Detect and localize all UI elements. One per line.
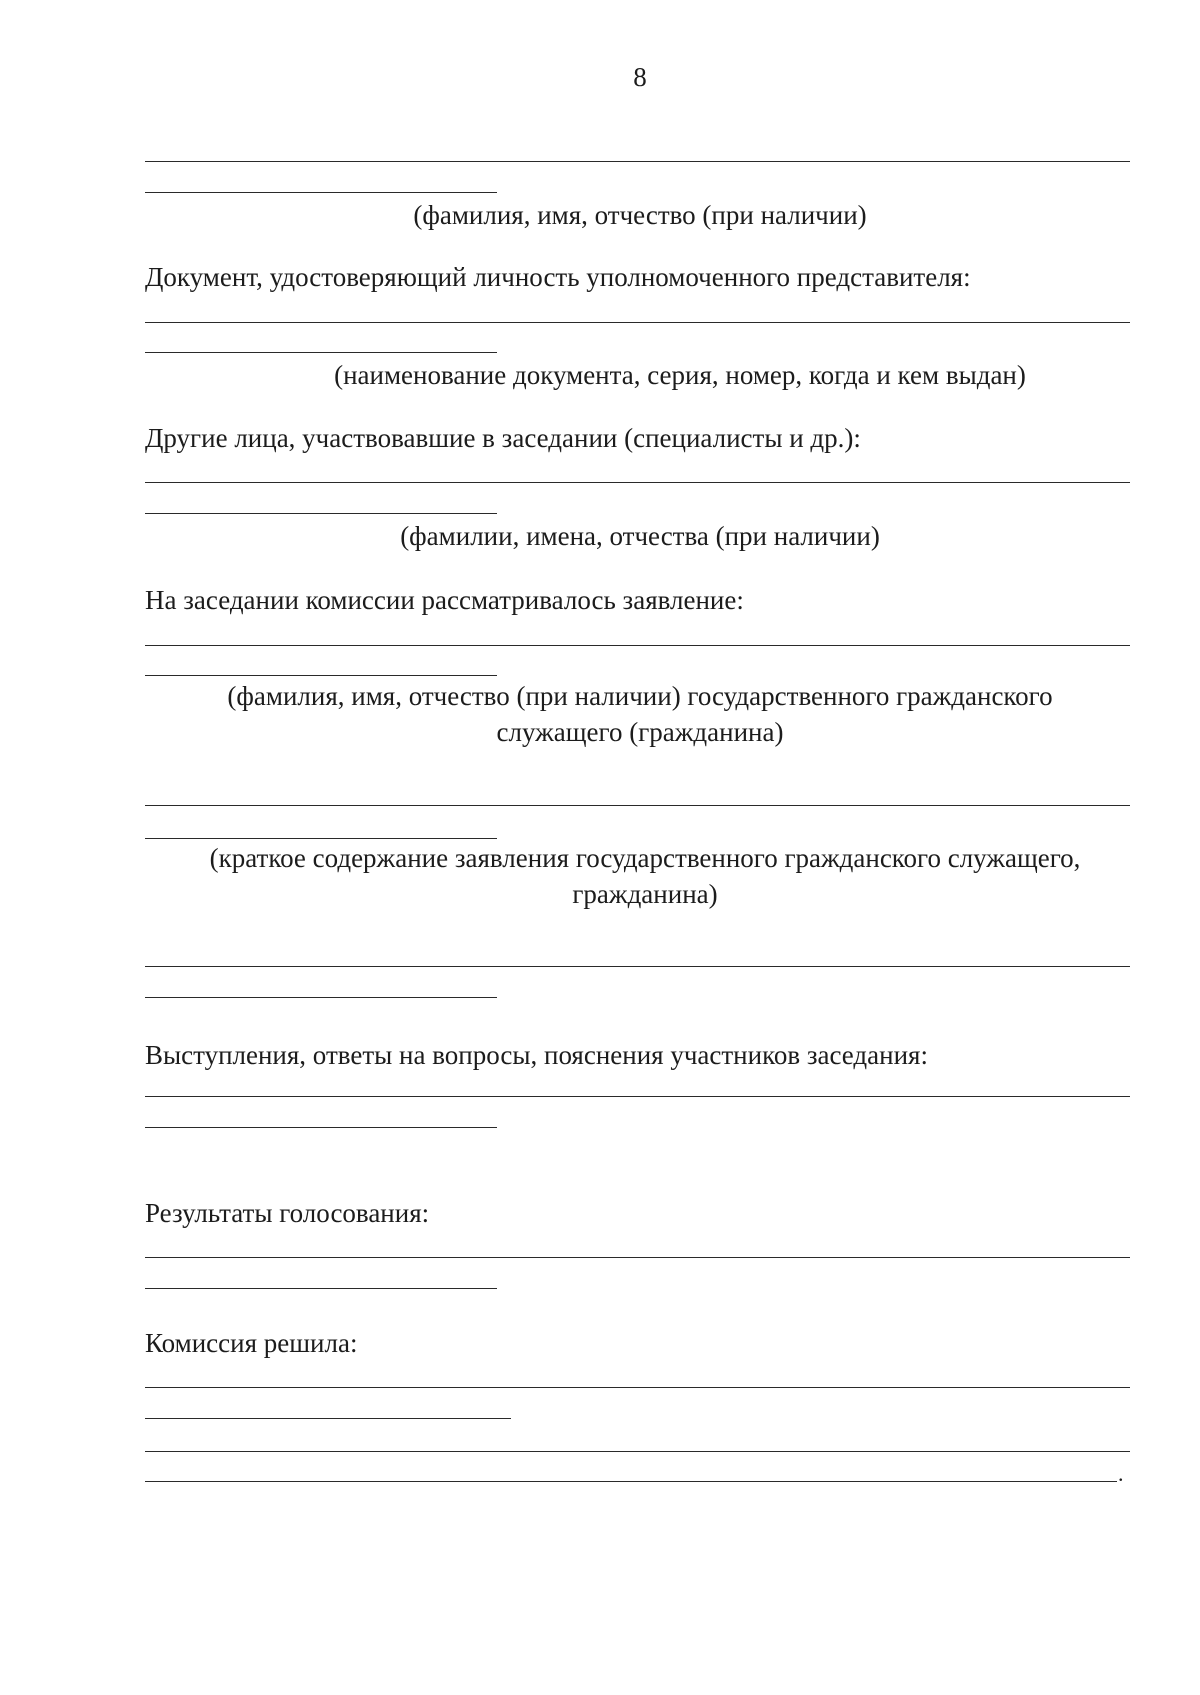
caption-application-summary — [140, 840, 1150, 912]
fill-line[interactable] — [145, 645, 1130, 646]
caption-line: (краткое содержание заявления государственного гражданского служащего, — [209, 843, 1081, 873]
fill-line[interactable] — [145, 1481, 1117, 1482]
fill-line[interactable] — [145, 1387, 1130, 1388]
fill-line[interactable] — [145, 805, 1130, 806]
fill-line-short[interactable] — [145, 1288, 497, 1289]
fill-line[interactable] — [145, 1451, 1130, 1452]
label-commission-decided: Комиссия решила: — [145, 1328, 358, 1358]
label-application-considered: На заседании комиссии рассматривалось заявление: — [145, 585, 744, 615]
end-period: . — [1118, 1461, 1124, 1486]
label-other-persons: Другие лица, участвовавшие в заседании (специалисты и др.): — [145, 423, 861, 453]
fill-line-short[interactable] — [145, 675, 497, 676]
fill-line[interactable] — [145, 966, 1130, 967]
caption-document-details: (наименование документа, серия, номер, когда и кем выдан) — [334, 360, 1026, 390]
fill-line[interactable] — [145, 1257, 1130, 1258]
page-number: 8 — [633, 62, 647, 92]
caption-full-name: (фамилия, имя, отчество (при наличии) — [413, 200, 867, 230]
fill-line-short[interactable] — [145, 192, 497, 193]
caption-line: служащего (гражданина) — [496, 717, 784, 747]
fill-line-short[interactable] — [145, 1418, 511, 1419]
label-identity-document: Документ, удостоверяющий личность уполномоченного представителя: — [145, 262, 971, 292]
label-voting-results: Результаты голосования: — [145, 1198, 430, 1228]
caption-line: (фамилия, имя, отчество (при наличии) государственного гражданского — [227, 681, 1053, 711]
fill-line[interactable] — [145, 482, 1130, 483]
fill-line[interactable] — [145, 322, 1130, 323]
label-speeches: Выступления, ответы на вопросы, пояснения участников заседания: — [145, 1040, 928, 1070]
fill-line-short[interactable] — [145, 352, 497, 353]
caption-line: гражданина) — [572, 879, 718, 909]
fill-line-short[interactable] — [145, 513, 497, 514]
fill-line-short[interactable] — [145, 997, 497, 998]
caption-other-persons-names: (фамилии, имена, отчества (при наличии) — [400, 521, 880, 551]
fill-line[interactable] — [145, 1096, 1130, 1097]
fill-line-short[interactable] — [145, 838, 497, 839]
caption-applicant-name — [140, 678, 1140, 750]
fill-line-short[interactable] — [145, 1127, 497, 1128]
fill-line[interactable] — [145, 161, 1130, 162]
